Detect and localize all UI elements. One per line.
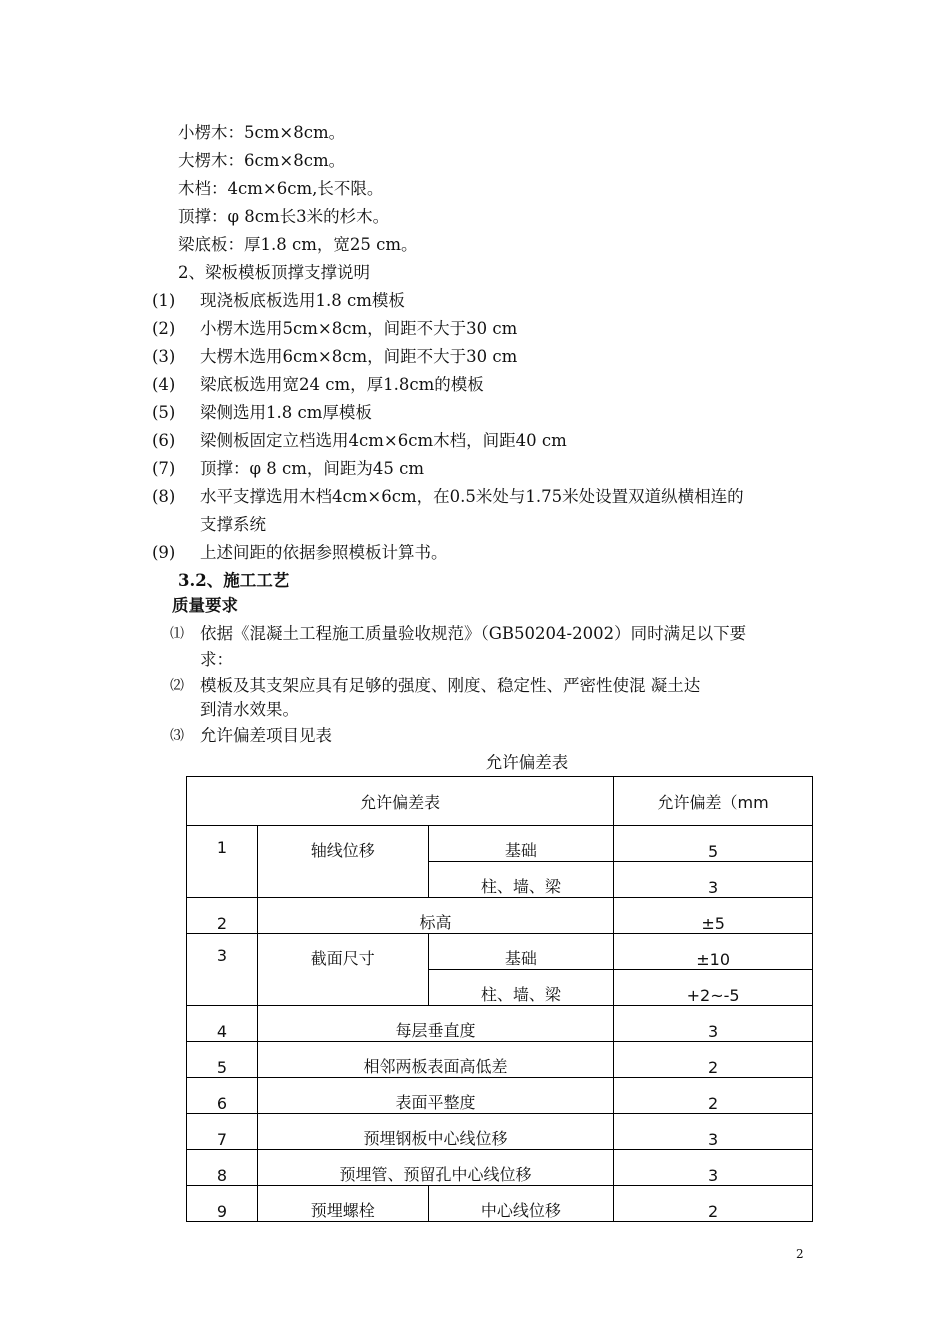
item-text-continued: 支撑系统 [200,515,266,534]
row-item: 轴线位移 [257,826,428,898]
row-subitem: 柱、墙、梁 [428,862,614,898]
row-value: +2~-5 [614,970,813,1006]
row-value: 3 [614,862,813,898]
page-number: 2 [796,1247,804,1261]
row-number: 8 [187,1150,258,1186]
row-subitem: 中心线位移 [428,1186,614,1222]
material-line: 顶撑：φ 8cm长3米的杉木。 [178,207,390,226]
item-text-continued: 到清水效果。 [200,700,299,719]
quality-heading: 质量要求 [172,596,238,615]
row-value: 2 [614,1042,813,1078]
header-value: 允许偏差（mm [614,777,813,826]
item-number: (8) [152,487,176,506]
row-item: 相邻两板表面高低差 [257,1042,613,1078]
item-text: 梁侧选用1.8 cm厚模板 [200,403,372,422]
row-number: 6 [187,1078,258,1114]
row-number: 7 [187,1114,258,1150]
item-text: 梁底板选用宽24 cm，厚1.8cm的模板 [200,375,484,394]
item-text: 依据《混凝土工程施工质量验收规范》（GB50204-2002）同时满足以下要 [200,624,747,643]
table-row [187,826,813,862]
row-item: 表面平整度 [257,1078,613,1114]
table-row [187,1114,813,1150]
item-number: (3) [152,347,176,366]
section-3-2-heading: 3.2、施工工艺 [178,571,290,590]
table-row [187,1042,813,1078]
item-text: 小楞木选用5cm×8cm，间距不大于30 cm [200,319,518,338]
row-number: 9 [187,1186,258,1222]
material-line: 木档：4cm×6cm,长不限。 [178,179,384,198]
row-value: ±5 [614,898,813,934]
row-number: 3 [187,934,258,1006]
row-item: 标高 [257,898,613,934]
item-text: 上述间距的依据参照模板计算书。 [200,543,448,562]
row-subitem: 柱、墙、梁 [428,970,614,1006]
row-value: 3 [614,1006,813,1042]
material-line: 小楞木：5cm×8cm。 [178,123,346,142]
table-row [187,898,813,934]
row-value: 5 [614,826,813,862]
row-value: 2 [614,1186,813,1222]
row-number: 4 [187,1006,258,1042]
header-item: 允许偏差表 [187,777,614,826]
table-header-row [187,777,813,826]
row-value: 3 [614,1150,813,1186]
table-row [187,1186,813,1222]
item-text: 模板及其支架应具有足够的强度、刚度、稳定性、严密性使混 凝土达 [200,676,701,695]
item-number: (9) [152,543,176,562]
item-number: (1) [152,291,176,310]
item-text-continued: 求： [200,650,233,669]
row-item: 每层垂直度 [257,1006,613,1042]
item-number: (2) [152,319,176,338]
row-item: 预埋螺栓 [257,1186,428,1222]
item-number: (4) [152,375,176,394]
item-text: 现浇板底板选用1.8 cm模板 [200,291,405,310]
row-item: 预埋钢板中心线位移 [257,1114,613,1150]
section2-heading: 2、梁板模板顶撑支撑说明 [178,263,370,282]
row-number: 1 [187,826,258,898]
material-line: 梁底板：厚1.8 cm，宽25 cm。 [178,235,418,254]
row-value: 2 [614,1078,813,1114]
item-number: (6) [152,431,176,450]
row-value: ±10 [614,934,813,970]
row-item: 预埋管、预留孔中心线位移 [257,1150,613,1186]
table-row [187,1006,813,1042]
row-number: 5 [187,1042,258,1078]
table-row [187,1078,813,1114]
item-number: ⑵ [170,678,184,694]
item-number: (5) [152,403,176,422]
item-number: ⑴ [170,626,184,642]
row-subitem: 基础 [428,934,614,970]
row-subitem: 基础 [428,826,614,862]
row-number: 2 [187,898,258,934]
row-value: 3 [614,1114,813,1150]
material-line: 大楞木：6cm×8cm。 [178,151,346,170]
item-text: 大楞木选用6cm×8cm，间距不大于30 cm [200,347,518,366]
item-text: 顶撑：φ 8 cm，间距为45 cm [200,459,425,478]
table-row [187,1150,813,1186]
item-text: 梁侧板固定立档选用4cm×6cm木档，间距40 cm [200,431,567,450]
row-item: 截面尺寸 [257,934,428,1006]
table-caption: 允许偏差表 [485,753,569,772]
item-text: 水平支撑选用木档4cm×6cm，在0.5米处与1.75米处设置双道纵横相连的 [200,487,744,506]
item-text: 允许偏差项目见表 [200,726,332,745]
item-number: (7) [152,459,176,478]
tolerance-table [186,776,813,1222]
item-number: ⑶ [170,728,184,744]
table-row [187,934,813,970]
